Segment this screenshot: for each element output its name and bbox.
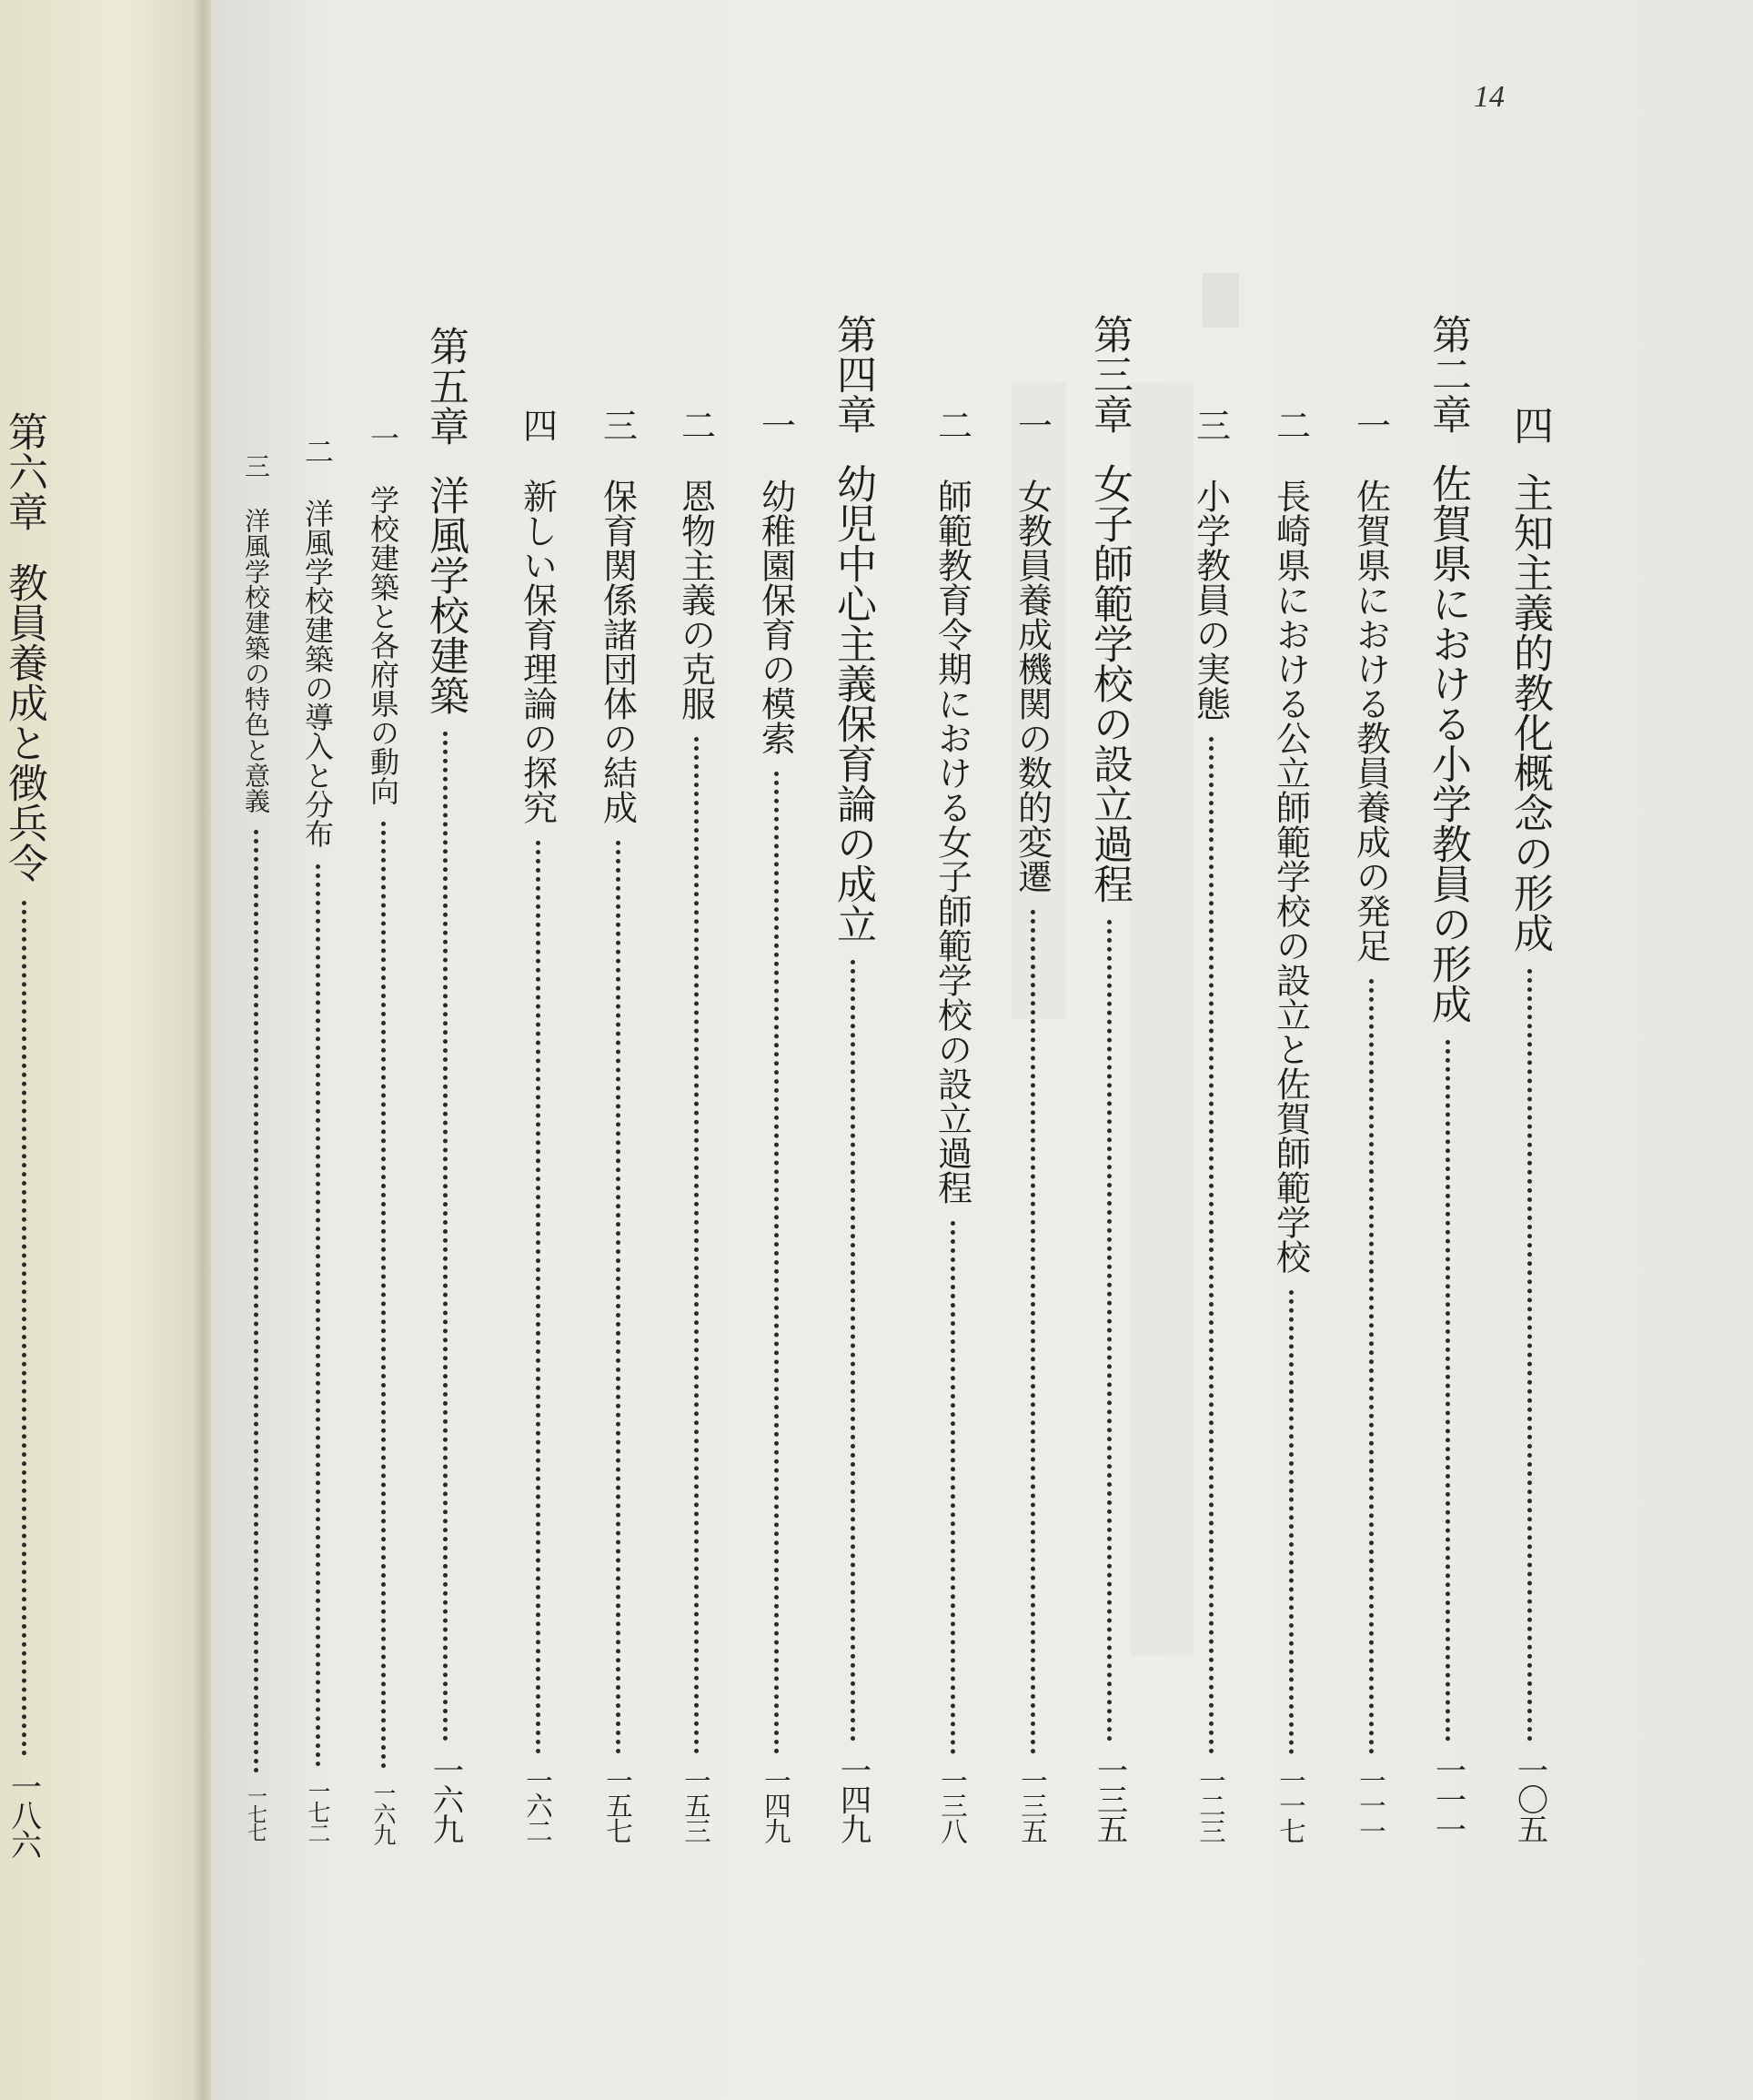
toc-entry (1006, 408, 1059, 1843)
entry-page: 一八六 (5, 1771, 42, 1858)
chapter-number: 第二章 (1425, 314, 1471, 434)
entry-title: 主知主義的教化概念の形成 (1506, 472, 1553, 953)
entry-title: 洋風学校建築の特色と意義 (241, 508, 271, 813)
entry-page: 一二三 (1195, 1767, 1227, 1843)
dot-leader (22, 901, 26, 1756)
toc-entry-chapter-6 (0, 411, 51, 1858)
entry-page: 一七二 (305, 1780, 331, 1843)
section-number: 二 (932, 408, 972, 442)
entry-title: 恩物主義の克服 (675, 479, 716, 721)
toc-entry (926, 408, 979, 1843)
dot-leader (1107, 920, 1112, 1742)
entry-title: 洋風学校建築 (422, 475, 468, 715)
dot-leader (1031, 910, 1035, 1754)
dot-leader (1527, 969, 1532, 1742)
dot-leader (536, 841, 540, 1754)
page-number: 14 (1474, 80, 1505, 114)
section-number: 三 (1190, 408, 1231, 442)
section-number: 三 (597, 408, 638, 442)
entry-title: 幼児中心主義保育論の成立 (830, 463, 876, 944)
entry-title: 女教員養成機関の数的変遷 (1012, 479, 1053, 894)
toc-entry (1503, 405, 1556, 1843)
chapter-number: 第五章 (422, 326, 468, 446)
entry-title: 幼稚園保育の模索 (755, 479, 796, 755)
section-number: 一 (366, 423, 400, 452)
entry-title: 新しい保育理論の探究 (517, 479, 558, 824)
chapter-number: 第三章 (1086, 314, 1133, 434)
entry-title: 小学教員の実態 (1190, 479, 1231, 721)
section-number: 一 (755, 408, 796, 442)
dot-leader (951, 1221, 955, 1754)
dot-leader (694, 737, 699, 1754)
entry-page: 一〇五 (1511, 1754, 1547, 1843)
entry-page: 一六九 (427, 1754, 463, 1843)
entry-page: 一四九 (834, 1754, 871, 1843)
dot-leader (381, 822, 386, 1769)
toc-entry-chapter (418, 326, 471, 1843)
entry-title: 教員養成と徴兵令 (1, 562, 47, 883)
section-number: 一 (1350, 408, 1391, 442)
toc-entry (229, 453, 282, 1841)
dot-leader (774, 772, 779, 1754)
entry-page: 一三五 (1017, 1767, 1049, 1843)
show-through (1203, 273, 1239, 328)
book-gutter-shadow (193, 0, 213, 2100)
section-number: 四 (1506, 405, 1553, 445)
entry-title: 学校建築と各府県の動向 (366, 485, 400, 805)
dot-leader (1446, 1040, 1450, 1742)
entry-title: 長崎県における公立師範学校の設立と佐賀師範学校 (1270, 479, 1311, 1274)
toc-entry (511, 408, 564, 1843)
entry-title: 佐賀県における教員養成の発足 (1350, 479, 1391, 963)
entry-page: 一三八 (937, 1767, 969, 1843)
entry-title: 師範教育令期における女子師範学校の設立過程 (932, 479, 972, 1205)
toc-entry (1345, 408, 1397, 1843)
entry-title: 佐賀県における小学教員の形成 (1425, 463, 1471, 1024)
entry-title: 保育関係諸団体の結成 (597, 479, 638, 824)
entry-page: 一一一 (1355, 1767, 1387, 1843)
entry-page: 一六二 (522, 1767, 554, 1843)
entry-page: 一一七 (1275, 1767, 1307, 1843)
entry-page: 一五三 (680, 1767, 712, 1843)
dot-leader (1289, 1290, 1294, 1754)
toc-entry-chapter (1421, 314, 1474, 1843)
entry-page: 一七七 (244, 1786, 267, 1841)
toc-entry (750, 408, 802, 1843)
dot-leader (254, 830, 258, 1773)
facing-page (0, 0, 211, 2100)
toc-entry (670, 408, 722, 1843)
toc-entry (291, 437, 344, 1843)
dot-leader (851, 960, 855, 1742)
section-number: 二 (1270, 408, 1311, 442)
dot-leader (616, 841, 620, 1754)
entry-page: 一四九 (761, 1767, 792, 1843)
dot-leader (316, 864, 320, 1767)
entry-page: 一一一 (1429, 1754, 1466, 1843)
entry-page: 一六九 (370, 1782, 397, 1844)
entry-page: 一五七 (602, 1767, 634, 1843)
toc-entry-chapter (826, 314, 879, 1843)
dot-leader (443, 732, 448, 1742)
section-number: 二 (300, 437, 335, 466)
section-number: 一 (1012, 408, 1053, 442)
toc-entry (1264, 408, 1317, 1843)
dot-leader (1209, 737, 1214, 1754)
section-number: 二 (675, 408, 716, 442)
entry-title: 女子師範学校の設立過程 (1086, 463, 1133, 904)
toc-entry-chapter (1083, 314, 1135, 1843)
section-number: 三 (241, 453, 271, 479)
dot-leader (1369, 979, 1374, 1754)
chapter-number: 第六章 (1, 411, 47, 531)
chapter-number: 第四章 (830, 314, 876, 434)
toc-entry (357, 423, 409, 1844)
section-number: 四 (517, 408, 558, 442)
toc-entry (591, 408, 644, 1843)
entry-page: 一三五 (1091, 1754, 1127, 1843)
entry-title: 洋風学校建築の導入と分布 (300, 499, 335, 848)
toc-entry (1184, 408, 1237, 1843)
